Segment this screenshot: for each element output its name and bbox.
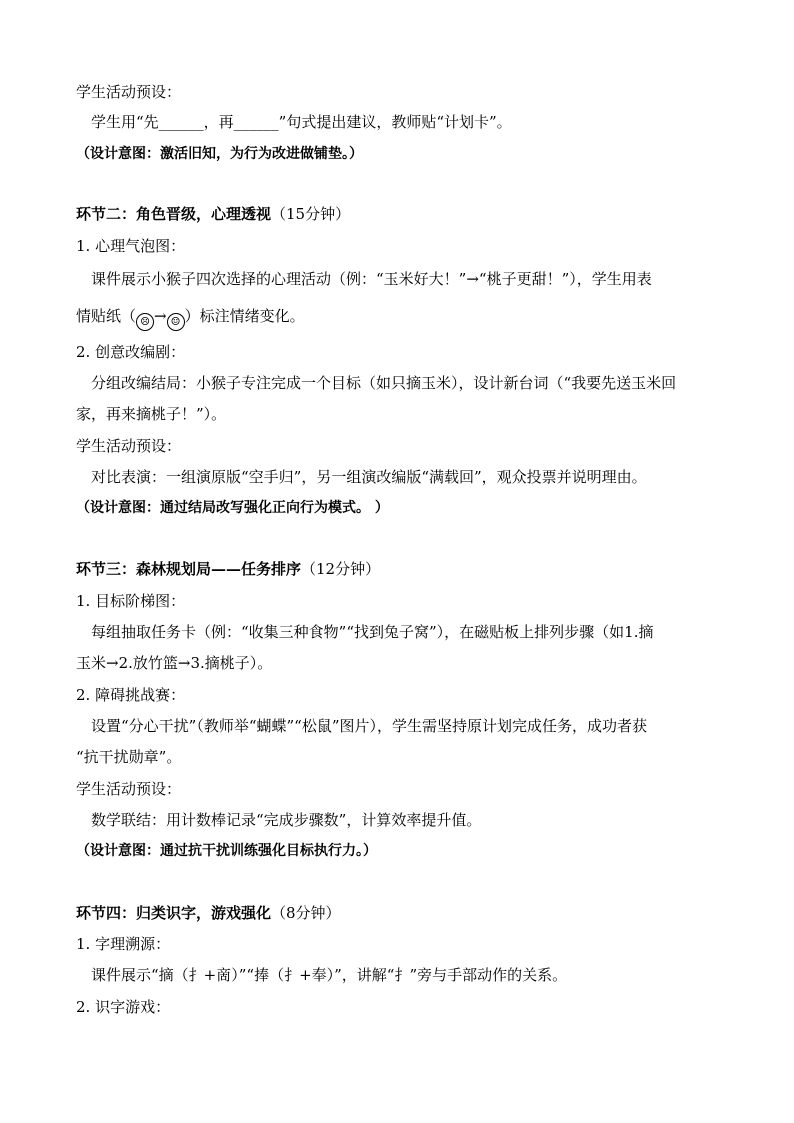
paragraph-line: 玉米→2.放竹篮→3.摘桃子）。 — [76, 654, 273, 672]
paragraph-line: 课件展示小猴子四次选择的心理活动（例：“玉米好大！”→“桃子更甜！”），学生用表 — [91, 270, 652, 288]
section-title: 环节二：角色晋级，心理透视 — [76, 205, 272, 223]
paragraph-line: 学生用“先______，再______”句式提出建议，教师贴“计划卡”。 — [91, 113, 512, 131]
arrow-icon: → — [154, 307, 167, 325]
paragraph-line: 2. 识字游戏： — [76, 998, 171, 1016]
paragraph-line: 设置“分心干扰”（教师举“蝴蝶”“松鼠”图片），学生需坚持原计划完成任务，成功者获 — [91, 717, 648, 735]
smile-face-icon: ☺ — [167, 313, 185, 331]
paragraph-line: “抗干扰勋章”。 — [76, 748, 182, 766]
section-heading — [0, 203, 794, 225]
paragraph-line: 1. 心理气泡图： — [76, 237, 186, 255]
paragraph-line: 学生活动预设： — [76, 780, 182, 798]
paragraph-line — [0, 305, 794, 331]
paragraph-line: 数学联结：用计数棒记录“完成步骤数”，计算效率提升值。 — [91, 811, 482, 829]
sad-face-icon: ☹ — [136, 313, 154, 331]
section-duration: （8分钟） — [271, 904, 341, 922]
design-intent-note: （设计意图：激活旧知，为行为改进做铺垫。） — [76, 146, 363, 162]
section-duration: （15分钟） — [271, 205, 351, 223]
paragraph-line: 对比表演：一组演原版“空手归”，另一组演改编版“满载回”，观众投票并说明理由。 — [91, 468, 647, 486]
section-heading — [0, 902, 794, 924]
section-title: 环节三：森林规划局——任务排序 — [76, 560, 302, 578]
paragraph-line: 学生活动预设： — [76, 83, 182, 101]
section-heading — [0, 558, 794, 580]
paragraph-line: 课件展示“摘（扌+啇）”“捧（扌+奉）”，讲解“扌”旁与手部动作的关系。 — [91, 966, 568, 984]
section-title: 环节四：归类识字，游戏强化 — [76, 904, 272, 922]
paragraph-line: 学生活动预设： — [76, 437, 182, 455]
paragraph-line: 2. 障碍挑战赛： — [76, 686, 186, 704]
design-intent-note: （设计意图：通过抗干扰训练强化目标执行力。） — [76, 843, 377, 859]
paragraph-line: 每组抽取任务卡（例：“收集三种食物”“找到兔子窝”），在磁贴板上排列步骤（如1.摘 — [91, 623, 654, 641]
paragraph-line: 1. 字理溯源： — [76, 935, 171, 953]
paragraph-line: 家，再来摘桃子！”）。 — [76, 405, 227, 423]
paragraph-line: 分组改编结局：小猴子专注完成一个目标（如只摘玉米），设计新台词（“我要先送玉米回 — [91, 374, 677, 392]
paragraph-line: 2. 创意改编剧： — [76, 343, 186, 361]
section-duration: （12分钟） — [301, 560, 381, 578]
paragraph-line: 1. 目标阶梯图： — [76, 592, 186, 610]
text-segment: ）标注情绪变化。 — [184, 307, 305, 325]
text-segment: 情贴纸（ — [76, 307, 137, 325]
design-intent-note: （设计意图：通过结局改写强化正向行为模式。 ） — [76, 500, 389, 516]
